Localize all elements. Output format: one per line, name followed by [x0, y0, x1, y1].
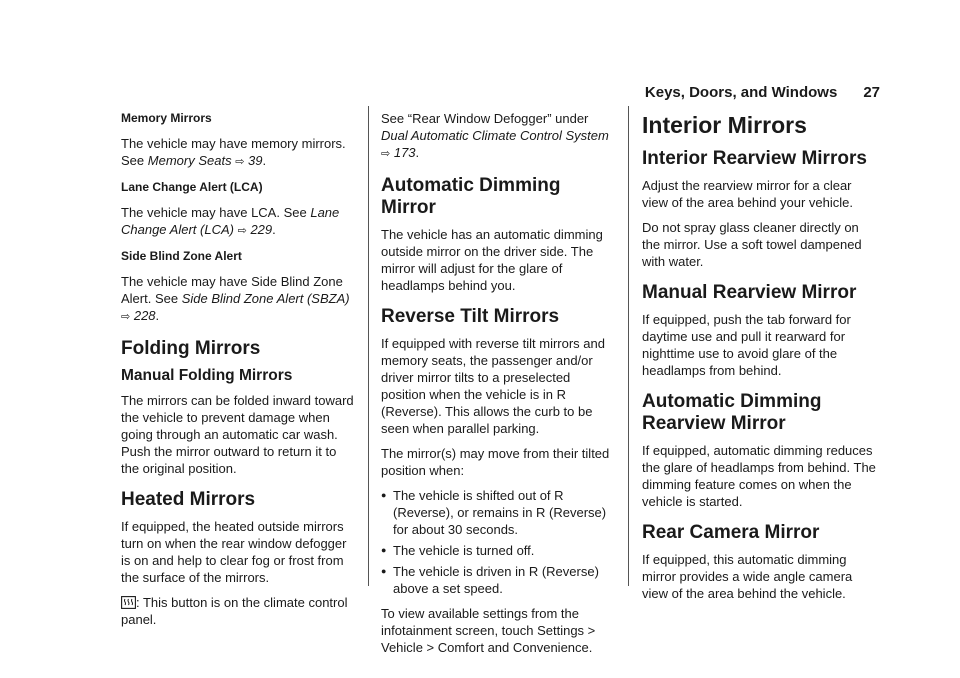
heated-mirrors-text: If equipped, the heated outside mirrors turn on when the rear window defogger is on and help to clear fog or frost from the surface of the mirrors.: [121, 519, 347, 585]
manual-folding-text: The mirrors can be folded inward toward the vehicle to prevent damage when going through an automatic car wash. Push the mirror outward to return it to the original position.: [121, 393, 354, 476]
tilt-conditions-list: [381, 487, 617, 597]
column-2: [381, 110, 617, 664]
lca-link[interactable]: Lane Change Alert (LCA): [121, 205, 340, 237]
climate-control-link[interactable]: Dual Automatic Climate Control System: [381, 128, 609, 143]
page-number: 27: [863, 84, 880, 101]
manual-folding-mirrors-title: Manual Folding Mirrors: [121, 367, 293, 384]
memory-seats-link[interactable]: Memory Seats: [147, 153, 232, 168]
automatic-dimming-rearview-text: If equipped, automatic dimming reduces the glare of headlamps from behind. The dimming feature comes on when the vehicle is started.: [642, 443, 876, 509]
reverse-tilt-mirrors-title: Reverse Tilt Mirrors: [381, 306, 560, 327]
folding-mirrors-title: Folding Mirrors: [121, 338, 261, 359]
page-ref-arrow-icon: ⇨: [121, 311, 131, 323]
page-ref-arrow-icon: ⇨: [237, 225, 247, 237]
lca-heading: Lane Change Alert (LCA): [121, 180, 263, 194]
column-divider-2: [628, 106, 629, 586]
interior-rearview-mirrors-title: Interior Rearview Mirrors: [642, 148, 867, 169]
automatic-dimming-text: The vehicle has an automatic dimming outside mirror on the driver side. The mirror will adjust for the glare of headlamps behind you.: [381, 227, 603, 293]
list-item: ● The vehicle is shifted out of R (Reverse), or remains in R (Reverse) for about 30 seconds.: [381, 487, 617, 538]
list-item: ● The vehicle is turned off.: [381, 542, 617, 559]
sbza-heading: Side Blind Zone Alert: [121, 249, 242, 263]
heated-mirrors-title: Heated Mirrors: [121, 489, 256, 510]
sbza-link[interactable]: Side Blind Zone Alert (SBZA): [181, 291, 350, 306]
reverse-tilt-text: If equipped with reverse tilt mirrors and memory seats, the passenger and/or driver mirror tilts to a preselected position when the vehicle is in R (Reverse). This allows the curb to be seen when parallel parking.: [381, 336, 605, 436]
climate-control-page[interactable]: 173: [393, 145, 416, 160]
lca-page[interactable]: 229: [250, 222, 273, 237]
automatic-dimming-mirror-title: Automatic Dimming Mirror: [381, 175, 561, 218]
memory-seats-page[interactable]: 39: [248, 153, 263, 168]
manual-rearview-mirror-title: Manual Rearview Mirror: [642, 282, 857, 303]
manual-rearview-text: If equipped, push the tab forward for daytime use and pull it rearward for nighttime use to avoid glare of the headlamps from behind.: [642, 312, 851, 378]
interior-mirrors-title: Interior Mirrors: [642, 112, 807, 138]
page-ref-arrow-icon: ⇨: [235, 156, 245, 168]
column-divider-1: [368, 106, 369, 586]
rearview-text-1: Adjust the rearview mirror for a clear view of the area behind your vehicle.: [642, 178, 854, 210]
automatic-dimming-rearview-title: Automatic Dimming Rearview Mirror: [642, 391, 822, 434]
defogger-reference: See “Rear Window Defogger” under Dual Automatic Climate Control System ⇨ 173.: [381, 111, 609, 160]
section-title: Keys, Doors, and Windows: [644, 84, 838, 101]
column-3: [642, 110, 880, 610]
tilt-move-text: The mirror(s) may move from their tilted position when:: [381, 446, 610, 478]
rear-camera-mirror-text: If equipped, this automatic dimming mirror provides a wide angle camera view of the area behind the vehicle.: [642, 552, 853, 601]
page-ref-arrow-icon: ⇨: [381, 148, 391, 160]
rear-defog-icon: [121, 596, 136, 609]
heated-button-text: : This button is on the climate control panel.: [121, 595, 348, 627]
list-item: ● The vehicle is driven in R (Reverse) above a set speed.: [381, 563, 617, 597]
column-1: [121, 110, 357, 636]
sbza-text: The vehicle may have Side Blind Zone Alert. See Side Blind Zone Alert (SBZA) ⇨ 228.: [121, 274, 350, 323]
memory-mirrors-text: The vehicle may have memory mirrors. See Memory Seats ⇨ 39.: [121, 136, 346, 168]
settings-text: To view available settings from the infotainment screen, touch Settings > Vehicle > Comfort and Convenience.: [381, 606, 596, 655]
rearview-text-2: Do not spray glass cleaner directly on the mirror. Use a soft towel dampened with water.: [642, 220, 862, 269]
memory-mirrors-heading: Memory Mirrors: [121, 111, 212, 125]
sbza-page[interactable]: 228: [133, 308, 156, 323]
rear-camera-mirror-title: Rear Camera Mirror: [642, 522, 820, 543]
page-header: [645, 84, 880, 101]
lca-text: The vehicle may have LCA. See Lane Change Alert (LCA) ⇨ 229.: [121, 205, 340, 237]
